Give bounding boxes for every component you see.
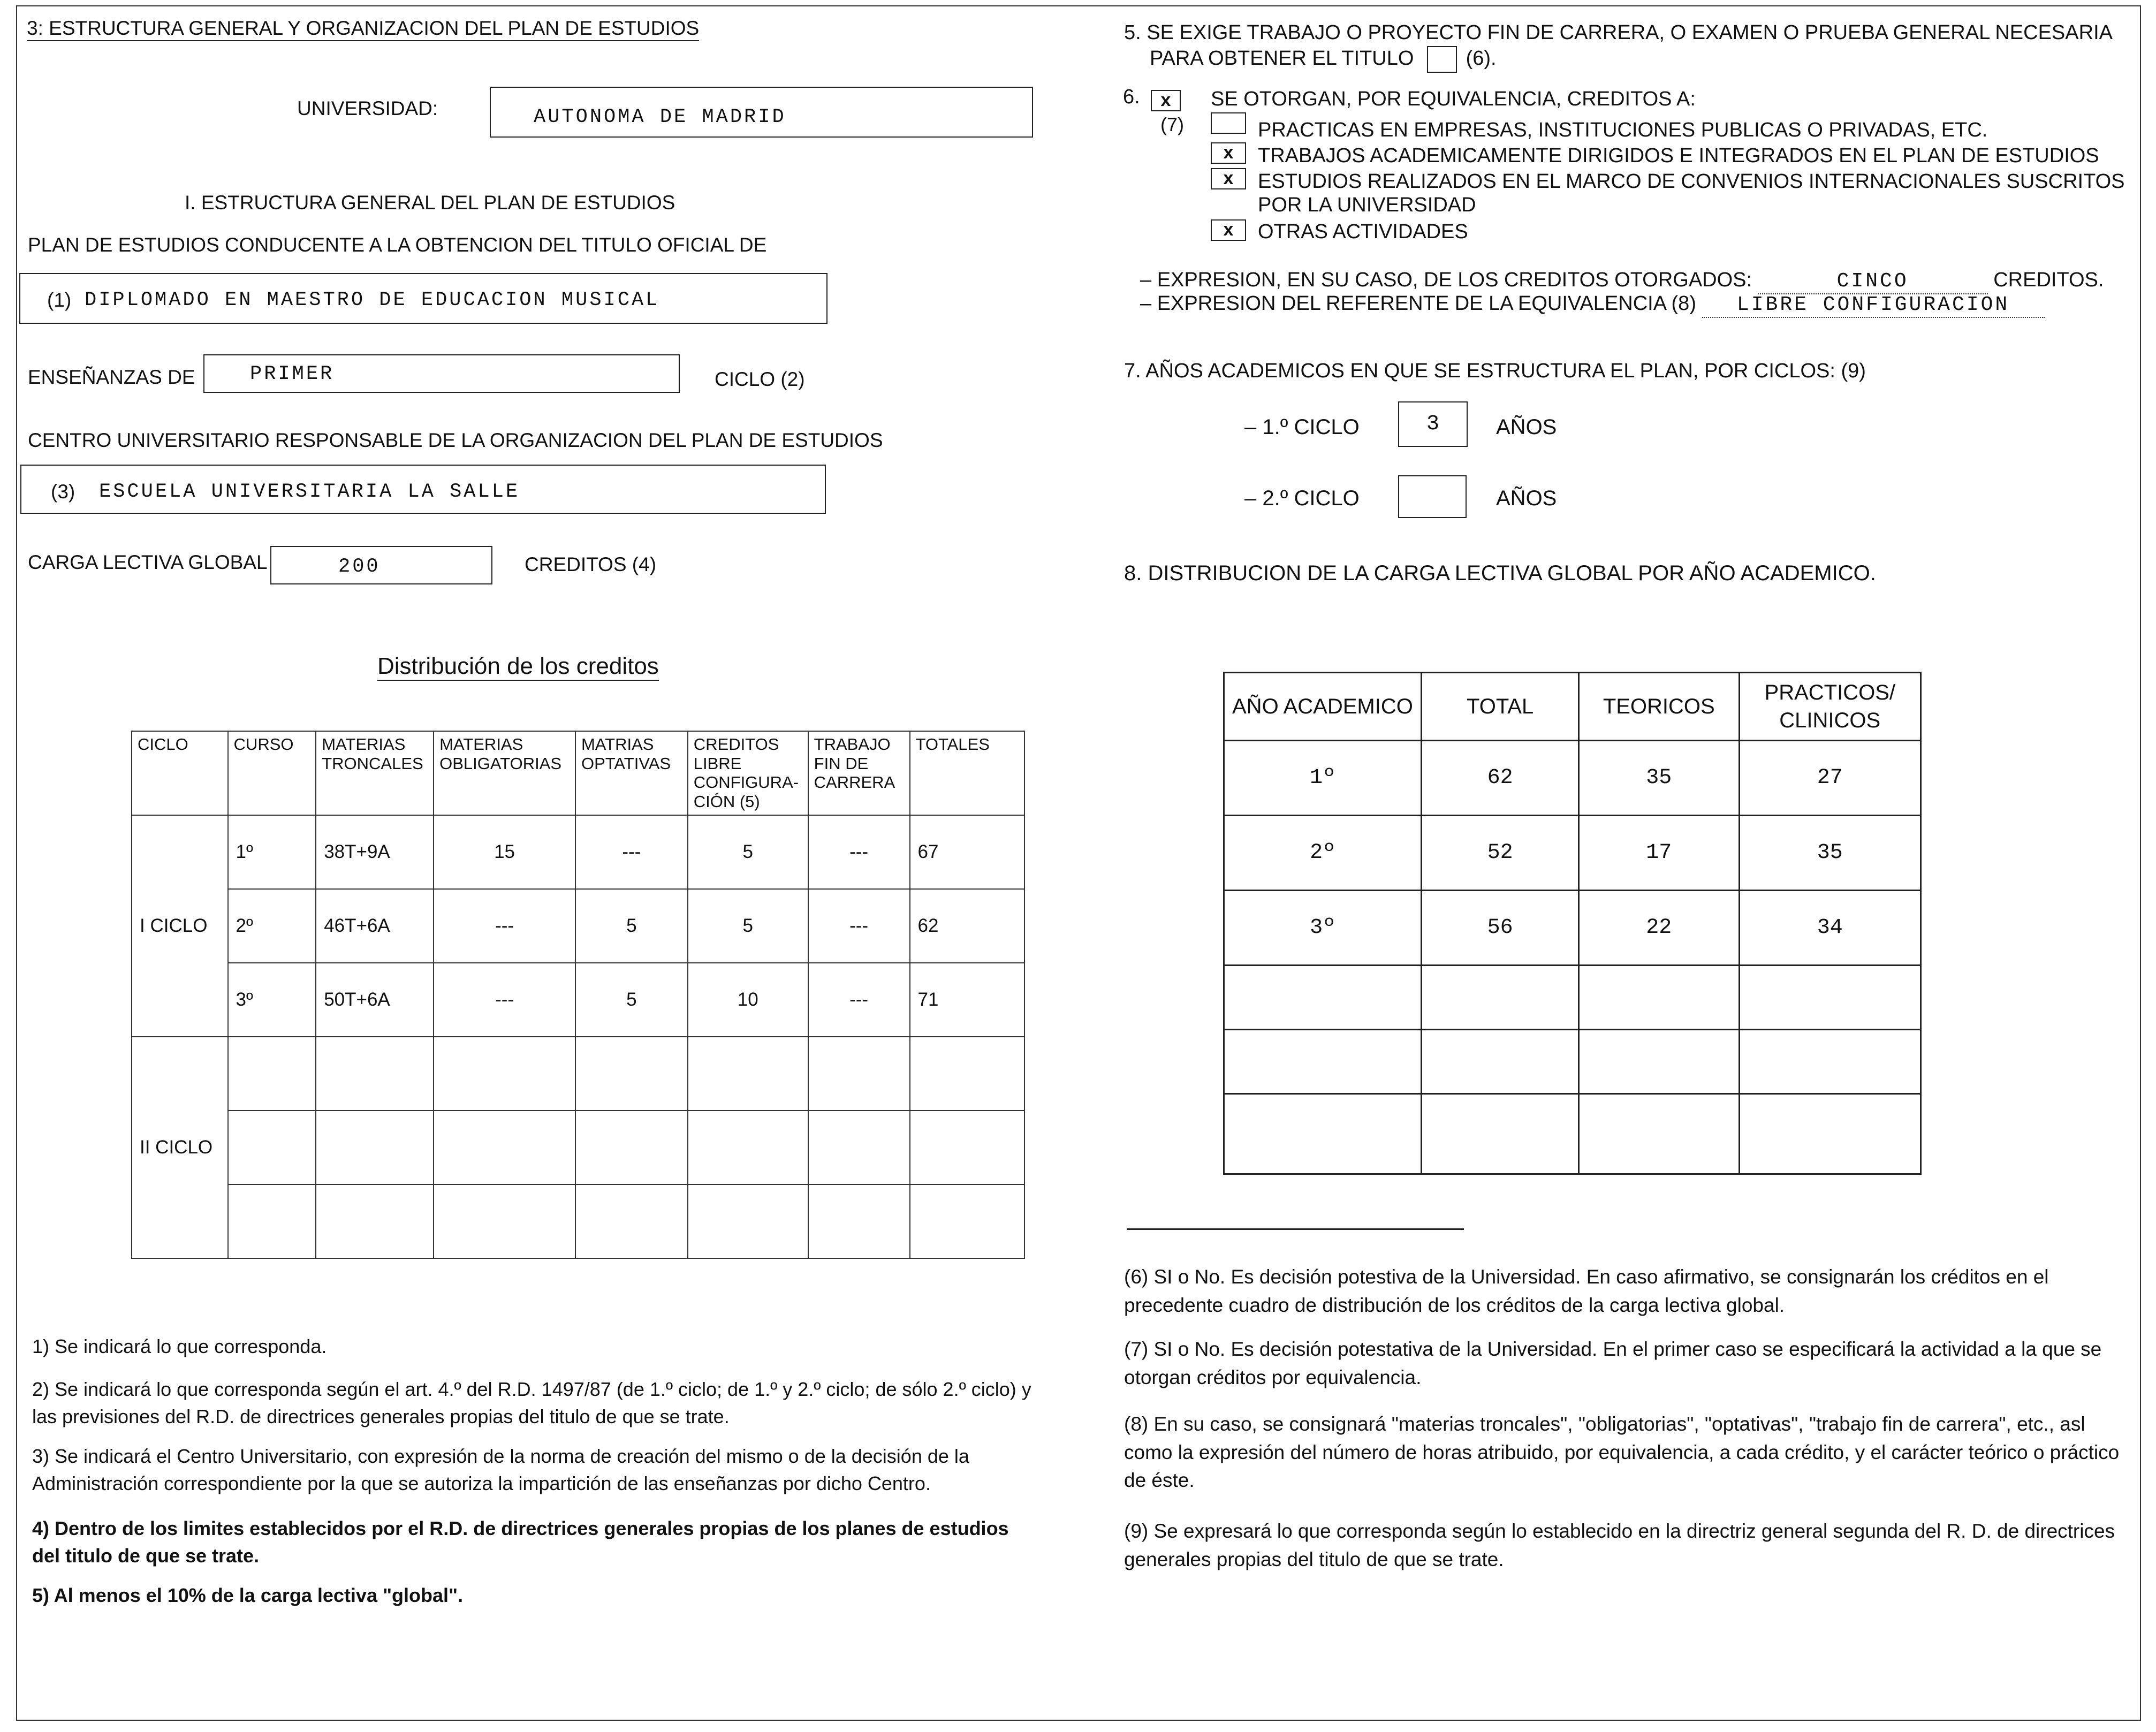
ciclo2-anos: AÑOS: [1496, 487, 1557, 510]
footnote-right-9: (9) Se expresará lo que corresponda según lo establecido en la directriz general segunda del R. D. de directrices generales propias del titulo de que se trate.: [1124, 1520, 2115, 1570]
distribution-title: Distribución de los creditos: [377, 653, 659, 681]
ciclo1-label: – 1.º CICLO: [1244, 415, 1360, 439]
table-row: [132, 889, 1024, 963]
q5-line1: 5. SE EXIGE TRABAJO O PROYECTO FIN DE CARRERA, O EXAMEN O PRUEBA GENERAL NECESARIA: [1124, 21, 2113, 44]
col-ciclo: CICLO: [132, 731, 228, 815]
cell-optativas: 5: [575, 889, 688, 963]
footnote-left-1: 1) Se indicará lo que corresponda.: [32, 1335, 327, 1357]
option-convenios-1: ESTUDIOS REALIZADOS EN EL MARCO DE CONVENIOS INTERNACIONALES SUSCRITOS: [1258, 170, 2125, 193]
footnote-left-5: 5) Al menos el 10% de la carga lectiva "global".: [32, 1584, 464, 1606]
creditos-label: CREDITOS (4): [525, 553, 657, 575]
title-num: (1): [47, 289, 72, 311]
cell-teoricos: 35: [1579, 741, 1739, 816]
col-ano: AÑO ACADEMICO: [1224, 673, 1422, 741]
q6-ref: (7): [1160, 113, 1184, 135]
university-value: AUTONOMA DE MADRID: [534, 106, 786, 128]
check-mark: x: [1211, 168, 1246, 189]
q7-title: 7. AÑOS ACADEMICOS EN QUE SE ESTRUCTURA EL PLAN, POR CICLOS: (9): [1124, 360, 1866, 382]
ciclo-2-label: II CICLO: [132, 1037, 228, 1258]
footnote-left-3: 3) Se indicará el Centro Universitario, con expresión de la norma de creación del mismo o de la decisión de la Administración correspondiente por la que se autoriza la impartición de las enseñanzas por dicho Centro.: [32, 1445, 969, 1495]
expr2-label: – EXPRESION DEL REFERENTE DE LA EQUIVALENCIA (8): [1140, 292, 1696, 315]
table-row: [1224, 816, 1921, 891]
cell-troncales: 46T+6A: [316, 889, 434, 963]
cell-curso: 3º: [228, 963, 316, 1037]
footnote-separator: [1127, 1228, 1464, 1230]
col-obligatorias: MATERIAS OBLIGATORIAS: [434, 731, 575, 815]
table-row: [132, 1184, 1024, 1258]
centro-value: ESCUELA UNIVERSITARIA LA SALLE: [99, 481, 520, 503]
col-teoricos: TEORICOS: [1579, 673, 1739, 741]
cell-trabajo: ---: [808, 815, 910, 889]
option-otras-checkbox[interactable]: [1211, 219, 1246, 241]
check-mark: x: [1211, 142, 1246, 164]
q6-checkbox[interactable]: [1151, 90, 1181, 111]
q5-line2: [1150, 46, 1497, 73]
cell-troncales: 38T+9A: [316, 815, 434, 889]
col-libre: CREDITOS LIBRE CONFIGURA- CIÓN (5): [688, 731, 808, 815]
q8-title: 8. DISTRIBUCION DE LA CARGA LECTIVA GLOBAL POR AÑO ACADEMICO.: [1124, 561, 1876, 585]
carga-label: CARGA LECTIVA GLOBAL: [28, 551, 268, 573]
centro-field: [20, 465, 826, 514]
cell-total: 71: [910, 963, 1025, 1037]
carga-field: [270, 546, 492, 584]
ciclo1-anos: AÑOS: [1496, 415, 1557, 439]
option-trabajos: TRABAJOS ACADEMICAMENTE DIRIGIDOS E INTEGRADOS EN EL PLAN DE ESTUDIOS: [1258, 145, 2099, 167]
footnote-left-2: 2) Se indicará lo que corresponda según el art. 4.º del R.D. 1497/87 (de 1.º ciclo; de 1.º y 2.º ciclo; de sólo 2.º ciclo) y las previsiones del R.D. de directrices generales propias del titulo de que se trate.: [32, 1378, 1031, 1428]
table-row: [1224, 741, 1921, 816]
col-optativas: MATRIAS OPTATIVAS: [575, 731, 688, 815]
cell-total: 62: [910, 889, 1025, 963]
option-trabajos-checkbox[interactable]: [1211, 142, 1246, 164]
cell-libre: 10: [688, 963, 808, 1037]
q5-ref: (6).: [1466, 47, 1497, 70]
footnote-right-7: (7) SI o No. Es decisión potestativa de la Universidad. En el primer caso se especificará la actividad a la que se otorgan créditos por equivalencia.: [1124, 1338, 2102, 1388]
cell-total: 52: [1422, 816, 1579, 891]
cell-teoricos: 17: [1579, 816, 1739, 891]
footnote-right-8: (8) En su caso, se consignará "materias troncales", "obligatorias", "optativas", "trabajo fin de carrera", etc., asl como la expresión del número de horas atribuido, por equivalencia, a cada crédito, y el carácter teórico o práctico de éste.: [1124, 1413, 2120, 1492]
col-curso: CURSO: [228, 731, 316, 815]
option-convenios-checkbox[interactable]: [1211, 168, 1246, 189]
centro-label: CENTRO UNIVERSITARIO RESPONSABLE DE LA ORGANIZACION DEL PLAN DE ESTUDIOS: [28, 429, 883, 451]
cell-practicos: 27: [1739, 741, 1920, 816]
cell-obligatorias: 15: [434, 815, 575, 889]
cell-trabajo: ---: [808, 963, 910, 1037]
q5-label: PARA OBTENER EL TITULO: [1150, 47, 1414, 70]
table-row: [132, 1037, 1024, 1111]
carga-value: 200: [338, 556, 381, 578]
check-mark: x: [1211, 219, 1246, 241]
table-row: [132, 1111, 1024, 1184]
option-practicas: PRACTICAS EN EMPRESAS, INSTITUCIONES PUBLICAS O PRIVADAS, ETC.: [1258, 119, 1988, 141]
cell-total: 67: [910, 815, 1025, 889]
footnote-right-6: (6) SI o No. Es decisión potestiva de la Universidad. En caso afirmativo, se consignarán los créditos en el precedente cuadro de distribución de los créditos de la carga lectiva global.: [1124, 1266, 2049, 1316]
university-field: [490, 87, 1033, 138]
cell-total: 62: [1422, 741, 1579, 816]
cell-curso: 2º: [228, 889, 316, 963]
cell-practicos: 34: [1739, 891, 1920, 966]
ciclo2-label: – 2.º CICLO: [1244, 487, 1360, 510]
cell-curso: 1º: [228, 815, 316, 889]
title-field: [19, 273, 828, 324]
q5-checkbox[interactable]: [1427, 46, 1457, 73]
cell-libre: 5: [688, 889, 808, 963]
col-troncales: MATERIAS TRONCALES: [316, 731, 434, 815]
cell-ano: 3º: [1224, 891, 1422, 966]
cell-ano: 1º: [1224, 741, 1422, 816]
ens-label: ENSEÑANZAS DE: [28, 366, 195, 388]
cell-troncales: 50T+6A: [316, 963, 434, 1037]
section-title: 3: ESTRUCTURA GENERAL Y ORGANIZACION DEL PLAN DE ESTUDIOS: [27, 17, 699, 41]
option-convenios-2: POR LA UNIVERSIDAD: [1258, 194, 1476, 216]
table-row: [1224, 1094, 1921, 1174]
col-practicos: PRACTICOS/ CLINICOS: [1739, 673, 1920, 741]
credit-distribution-table: [131, 731, 1025, 1259]
ciclo-1-label: I CICLO: [132, 815, 228, 1037]
col-trabajo: TRABAJO FIN DE CARRERA: [808, 731, 910, 815]
table-row: [132, 815, 1024, 889]
table-row: [132, 963, 1024, 1037]
expr1-suffix: CREDITOS.: [1993, 269, 2104, 291]
expr1: [1140, 269, 2104, 294]
table-row: [1224, 966, 1921, 1030]
cell-ano: 2º: [1224, 816, 1422, 891]
ciclo-label: CICLO (2): [715, 368, 805, 390]
plan-subtitle: I. ESTRUCTURA GENERAL DEL PLAN DE ESTUDIOS: [185, 192, 675, 214]
cell-libre: 5: [688, 815, 808, 889]
cell-teoricos: 22: [1579, 891, 1739, 966]
option-practicas-checkbox[interactable]: [1211, 112, 1246, 134]
ciclo2-years: [1398, 475, 1467, 518]
expr2-value: LIBRE CONFIGURACION: [1702, 293, 2045, 318]
cell-trabajo: ---: [808, 889, 910, 963]
centro-num: (3): [51, 481, 75, 503]
cell-optativas: 5: [575, 963, 688, 1037]
university-label: UNIVERSIDAD:: [297, 97, 438, 119]
ens-field: [203, 354, 680, 393]
plan-label: PLAN DE ESTUDIOS CONDUCENTE A LA OBTENCION DEL TITULO OFICIAL DE: [28, 234, 767, 256]
cell-obligatorias: ---: [434, 889, 575, 963]
academic-year-table: [1223, 672, 1922, 1175]
title-value: DIPLOMADO EN MAESTRO DE EDUCACION MUSICAL: [85, 289, 660, 312]
ens-value: PRIMER: [250, 363, 335, 385]
col-total: TOTAL: [1422, 673, 1579, 741]
q6-title: SE OTORGAN, POR EQUIVALENCIA, CREDITOS A:: [1211, 88, 1696, 110]
cell-obligatorias: ---: [434, 963, 575, 1037]
ciclo1-years: 3: [1398, 401, 1468, 447]
table-row: [1224, 1030, 1921, 1094]
cell-practicos: 35: [1739, 816, 1920, 891]
q6-check-mark: x: [1151, 90, 1181, 111]
table-row: [1224, 891, 1921, 966]
expr1-value: CINCO: [1758, 270, 1988, 294]
option-otras: OTRAS ACTIVIDADES: [1258, 221, 1468, 243]
footnote-left-4: 4) Dentro de los limites establecidos por el R.D. de directrices generales propias de los planes de estudios del titulo de que se trate.: [32, 1517, 1009, 1567]
q6-number: 6.: [1123, 86, 1140, 108]
cell-total: 56: [1422, 891, 1579, 966]
col-totales: TOTALES: [910, 731, 1025, 815]
expr1-label: – EXPRESION, EN SU CASO, DE LOS CREDITOS OTORGADOS:: [1140, 269, 1752, 291]
cell-optativas: ---: [575, 815, 688, 889]
expr2: [1140, 292, 2045, 318]
